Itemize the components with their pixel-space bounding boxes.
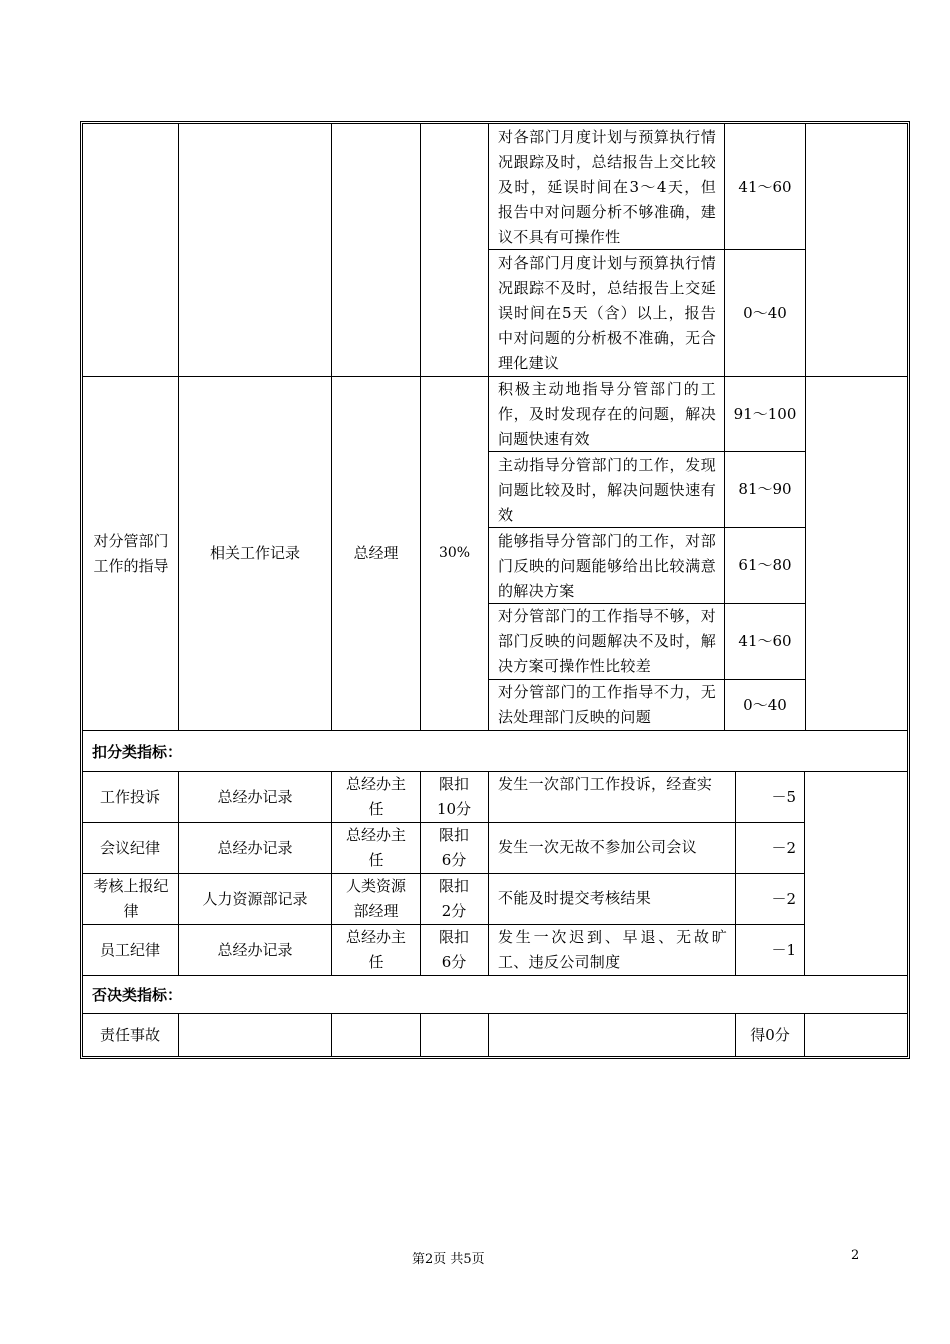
deduction-source: 总经办记录 — [217, 940, 293, 959]
deduction-score: －1 — [771, 940, 796, 959]
deduction-assessor: 总经办主任 — [346, 928, 407, 971]
level-score: 91～100 — [733, 404, 797, 423]
deduction-source: 人力资源部记录 — [202, 889, 308, 908]
deduction-limit: 限扣10分 — [436, 775, 472, 818]
deduction-description: 发生一次无故不参加公司会议 — [498, 838, 697, 856]
level-score: 81～90 — [738, 480, 792, 498]
weight: 30% — [438, 545, 471, 561]
deduction-assessor: 总经办主任 — [346, 775, 407, 818]
rule — [331, 1013, 332, 1056]
rule — [82, 730, 908, 731]
indicator-name: 对分管部门工作的指导 — [93, 531, 169, 575]
deduction-name: 员工纪律 — [99, 940, 160, 959]
deduction-score: －5 — [771, 787, 796, 806]
level-description: 对各部门月度计划与预算执行情况跟踪不及时，总结报告上交延误时间在5天（含）以上，报告中对问题的分析极不准确，无合理化建议 — [498, 254, 716, 372]
deduction-assessor: 人类资源部经理 — [345, 877, 406, 920]
level-score: 61～80 — [738, 556, 792, 574]
level-score: 41～60 — [738, 632, 792, 650]
section-title-veto: 否决类指标： — [92, 986, 183, 1004]
deduction-score: －2 — [771, 889, 796, 908]
deduction-name: 工作投诉 — [99, 787, 160, 806]
deduction-name: 考核上报纪律 — [93, 877, 169, 920]
level-score: 0～40 — [743, 303, 787, 322]
section-title-deduction: 扣分类指标： — [92, 742, 183, 761]
level-description: 积极主动地指导分管部门的工作，及时发现存在的问题，解决问题快速有效 — [498, 380, 716, 448]
rule — [178, 1013, 179, 1056]
rule — [805, 124, 806, 730]
level-description: 对分管部门的工作指导不够，对部门反映的问题解决不及时，解决方案可操作性比较差 — [498, 607, 716, 675]
level-description: 主动指导分管部门的工作，发现问题比较及时，解决问题快速有效 — [498, 456, 716, 524]
deduction-source: 总经办记录 — [217, 838, 293, 857]
rule — [804, 771, 805, 975]
deduction-description: 发生一次迟到、早退、无故旷工、违反公司制度 — [498, 928, 727, 971]
level-description: 对各部门月度计划与预算执行情况跟踪及时，总结报告上交比较及时，延误时间在3～4天，但报告中对问题分析不够准确，建议不具有可操作性 — [498, 128, 716, 246]
deduction-name: 会议纪律 — [99, 838, 160, 857]
level-score: 0～40 — [743, 695, 787, 714]
deduction-description: 不能及时提交考核结果 — [498, 889, 652, 907]
deduction-limit: 限扣6分 — [438, 826, 469, 869]
rule — [804, 1013, 805, 1056]
veto-score: 得0分 — [750, 1025, 790, 1044]
rule — [82, 975, 908, 976]
veto-name: 责任事故 — [99, 1025, 160, 1044]
deduction-limit: 限扣2分 — [438, 877, 469, 920]
deduction-source: 总经办记录 — [217, 787, 293, 806]
deduction-description: 发生一次部门工作投诉，经查实 — [498, 775, 713, 793]
page-label: 第2页 共5页 — [412, 1252, 485, 1267]
rule — [331, 771, 332, 975]
deduction-assessor: 总经办主任 — [346, 826, 407, 869]
deduction-limit: 限扣6分 — [438, 928, 469, 971]
assessor: 总经理 — [353, 544, 399, 562]
deduction-score: －2 — [771, 838, 796, 857]
data-source: 相关工作记录 — [209, 544, 300, 562]
page-number: 2 — [851, 1248, 860, 1263]
rule — [488, 1013, 489, 1056]
level-score: 41～60 — [738, 177, 792, 196]
level-description: 对分管部门的工作指导不力，无法处理部门反映的问题 — [498, 683, 716, 726]
level-description: 能够指导分管部门的工作，对部门反映的问题能够给出比较满意的解决方案 — [498, 532, 716, 600]
rule — [420, 771, 421, 975]
rule — [420, 1013, 421, 1056]
